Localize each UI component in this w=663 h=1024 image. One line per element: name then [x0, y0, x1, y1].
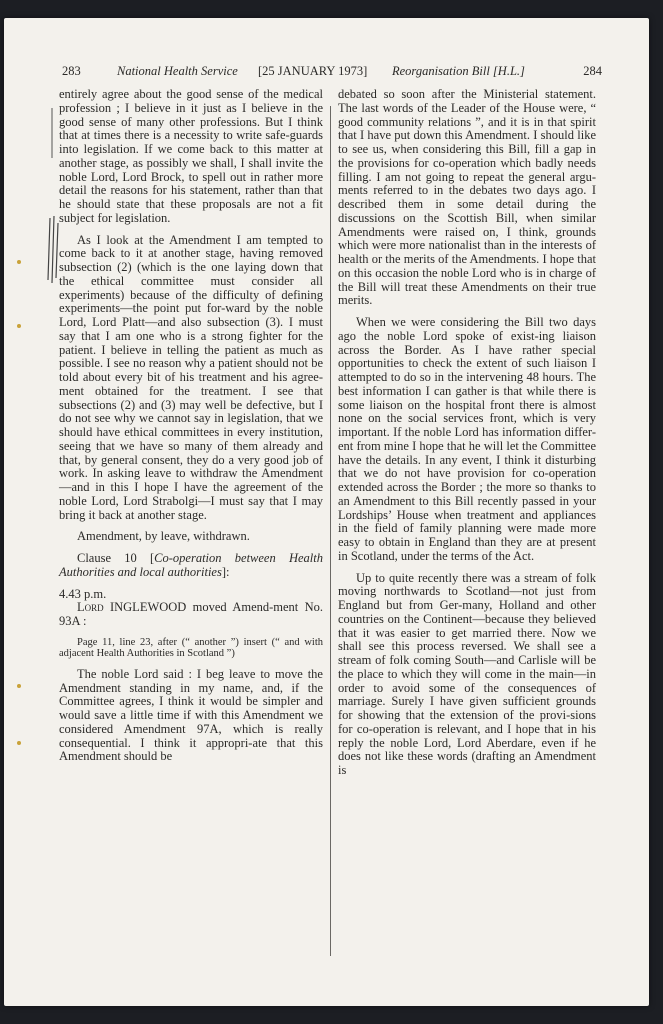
left-page-number: 283 [62, 64, 81, 78]
motion-line [59, 601, 323, 629]
clause-suffix: ]: [221, 564, 230, 579]
clause-title: Co-operation between Health Authorities and local authorities [59, 551, 323, 579]
document-page [4, 18, 649, 1006]
margin-dot [17, 324, 21, 328]
withdrawal-note: Amendment, by leave, withdrawn. [77, 529, 250, 544]
motion-text: INGLEWOOD moved Amend-ment No. 93A : [59, 600, 323, 628]
margin-dot [17, 684, 21, 688]
right-column [338, 88, 596, 786]
column-divider [330, 106, 331, 956]
paragraph: Up to quite recently there was a stream of folk moving northwards to Scotland—not just from England but from Ger-many, Holland and other countries on the Continent—because they believed that it was easier to get married there. Now we shall see this process reversed. We shall see a stream of folk coming South—and Carlisle will be the place to which they will come in the main—in order to avoid some of the consequences of marriage. Surely I have given sufficient grounds for showing that the extension of the provi-sions for co-operation is relevant, and I hope that in his reply the noble Lord, Lord Aberdare, even if he does not like these words (drafting an Amendment is [338, 570, 596, 777]
amendment-text: Page 11, line 23, after (“ another ”) insert (“ and with adjacent Health Authorities in Scotland ”) [59, 636, 323, 660]
paragraph: As I look at the Amendment I am tempted to come back to it at another stage, having removed subsection (2) (which is the one laying down that the ethical committee must consider all experiments) because of the difficulty of defining experiments—the point put for-ward by the noble Lord, Lord Platt—and also subsection (3). I must say that I am one who is a strong fighter for the patient. I believe in telling the patient as much as possible. I see no reason why a patient should not be told about every bit of his treatment and his agree-ment obtained for the treatment. I see that subsections (2) and (3) may well be defective, but I do not see why we cannot say in legislation, that we should have ethical committees in every institution, seeing that we have so many of them already and that, by general consent, they do a very good job of work. In asking leave to withdraw the Amendment—and in this I hope I have the agreement of the noble Lord, Lord Strabolgi—I must say that I may bring it back at another stage. [59, 232, 323, 522]
sitting-date: [25 JANUARY 1973] [258, 64, 368, 78]
clause-prefix: Clause 10 [ [77, 551, 155, 565]
paragraph: When we were considering the Bill two days ago the noble Lord spoke of exist-ing liaison across the Border. As I have rather special opportunities to check the extent of such liaison I attempted to do so in the intervening 48 hours. The best information I can gather is that while there is some liaison on the hospital front there is almost none on the social services front, which is very important. If the noble Lord has information differ-ent from mine I hope that he will let the Committee have the details. In any event, I think it disturbing that we do not have provision for co-operation extended across the Border ; the more so thanks to an Amendment to this Bill recently passed in your Lordships’ House when treatment and appliances in the field of family planning were made more easy to obtain in England than they are at present in Scotland, under the terms of the Act. [338, 315, 596, 563]
paragraph: entirely agree about the good sense of the medical profession ; I believe in it just as I believe in the good sense of many other professions. But I think that at times there is a necessity to write safe-guards into legislation. If we come back to this matter at another stage, as possibly we shall, I shall invite the noble Lord, Lord Brock, to spell out in rather more detail the reasons for his statement, rather than that he should state that these proposals are not a fit subject for legislation. [59, 87, 323, 225]
paragraph: The noble Lord said : I beg leave to move the Amendment standing in my name, and, if the Committee agrees, I think it would be simpler and would save a little time if with this Amendment we considered Amendment 97A, which is really consequential. I think it appropri-ate that this Amendment should be [59, 666, 323, 764]
margin-pencil-marks [4, 18, 64, 318]
bill-title: Reorganisation Bill [H.L.] [392, 64, 525, 78]
right-page-number: 284 [583, 64, 602, 78]
margin-dot [17, 741, 21, 745]
left-column [59, 88, 323, 772]
clause-heading [59, 552, 323, 580]
margin-dot [17, 260, 21, 264]
timestamp: 4.43 p.m. [59, 586, 107, 601]
section-title: National Health Service [117, 64, 238, 78]
page-header [62, 64, 602, 84]
paragraph: debated so soon after the Ministerial statement. The last words of the Leader of the House were, “ good community relations ”, and it is in that spirit that I have put down this Amendment. I should like to see us, when considering this Bill, fill a gap in the provisions for co-operation which badly needs filling. I am not going to repeat the general argu-ments referred to in the debates two days ago. I described them in some detail during the discussions on the Scottish Bill, when similar Amendments were raised on, I think, grounds which were more nationalist than in the interests of health or the merits of the Amendments. I hope that on this occasion the noble Lord who is in charge of the Bill will treat these Amendments on their true merits. [338, 87, 596, 308]
speaker-title: Lord [77, 600, 104, 615]
